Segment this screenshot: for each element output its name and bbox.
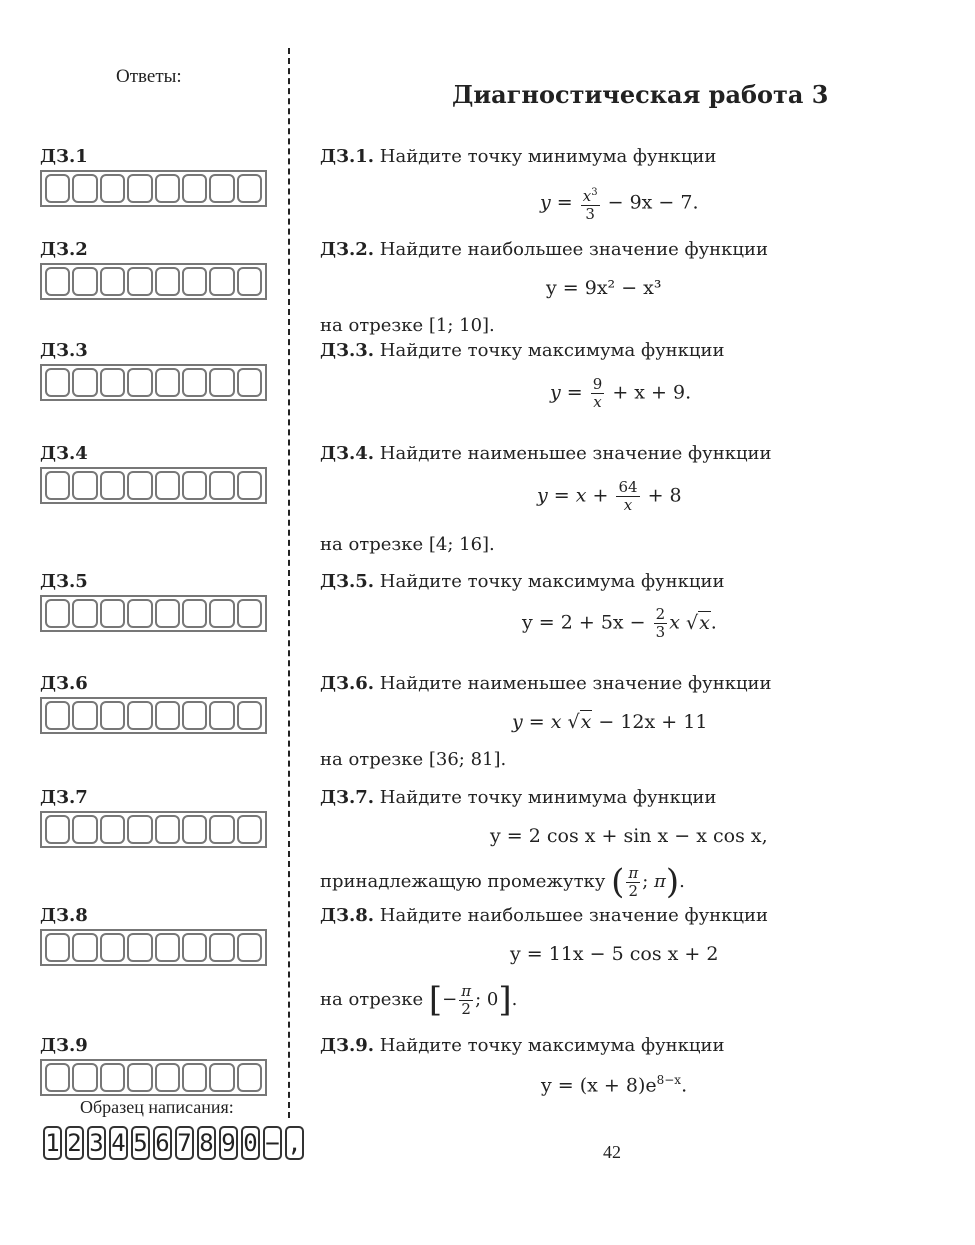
formula: y = x + $\frac{64}{x}$ + 8 xyxy=(537,478,682,514)
answer-label: ДЗ.9 xyxy=(40,1035,88,1056)
formula: y = x √x − 12x + 11 xyxy=(512,711,708,733)
answer-label: ДЗ.3 xyxy=(40,340,88,361)
answer-boxes[interactable] xyxy=(40,697,267,734)
answer-label: ДЗ.5 xyxy=(40,571,88,592)
sample-char: 4 xyxy=(109,1126,128,1160)
formula: y = 2 + 5x − $\frac{2}{3}$ x √x. xyxy=(522,605,717,641)
sample-char: 5 xyxy=(131,1126,150,1160)
sample-char: 0 xyxy=(241,1126,260,1160)
task-statement: ДЗ.6. Найдите наименьшее значение функции xyxy=(320,673,772,694)
formula: y = 11x − 5 cos x + 2 xyxy=(510,943,719,965)
task-statement: ДЗ.7. Найдите точку минимума функции xyxy=(320,787,717,808)
interval-text: на отрезке [1; 10]. xyxy=(320,315,495,336)
formula: $y = (x + 8)e^{8-x}$. xyxy=(541,1073,688,1097)
answer-boxes[interactable] xyxy=(40,170,267,207)
task-statement: ДЗ.3. Найдите точку максимума функции xyxy=(320,340,725,361)
answer-boxes[interactable] xyxy=(40,364,267,401)
answer-boxes[interactable] xyxy=(40,929,267,966)
sample-char: 7 xyxy=(175,1126,194,1160)
interval-text: на отрезке [− $\frac{\pi}{2}$ ; 0]. xyxy=(320,980,518,1020)
task-statement: ДЗ.2. Найдите наибольшее значение функции xyxy=(320,239,768,260)
task-statement: ДЗ.5. Найдите точку максимума функции xyxy=(320,571,725,592)
answers-title: Ответы: xyxy=(116,66,182,87)
formula: y = 2 cos x + sin x − x cos x, xyxy=(490,825,768,847)
answer-boxes[interactable] xyxy=(40,595,267,632)
interval-text: принадлежащую промежутку ( $\frac{\pi}{2}$ ; π). xyxy=(320,862,685,902)
sample-char: 1 xyxy=(43,1126,62,1160)
answer-label: ДЗ.6 xyxy=(40,673,88,694)
answer-boxes[interactable] xyxy=(40,811,267,848)
interval-text: на отрезке [4; 16]. xyxy=(320,534,495,555)
answer-boxes[interactable] xyxy=(40,1059,267,1096)
page-number: 42 xyxy=(603,1142,621,1162)
column-divider xyxy=(288,48,290,1118)
answer-label: ДЗ.1 xyxy=(40,146,88,167)
sample-char: − xyxy=(263,1126,282,1160)
sample-char: 2 xyxy=(65,1126,84,1160)
task-statement: ДЗ.1. Найдите точку минимума функции xyxy=(320,146,717,167)
answer-label: ДЗ.2 xyxy=(40,239,88,260)
sample-label: Образец написания: xyxy=(80,1097,234,1117)
sample-char: 9 xyxy=(219,1126,238,1160)
sample-char: 3 xyxy=(87,1126,106,1160)
sample-digits xyxy=(43,1126,304,1160)
answer-label: ДЗ.8 xyxy=(40,905,88,926)
answer-label: ДЗ.7 xyxy=(40,787,88,808)
answer-label: ДЗ.4 xyxy=(40,443,88,464)
task-statement: ДЗ.4. Найдите наименьшее значение функции xyxy=(320,443,772,464)
sample-char: 6 xyxy=(153,1126,172,1160)
task-statement: ДЗ.8. Найдите наибольшее значение функции xyxy=(320,905,768,926)
formula: y = $\frac{x^3}{3}$ − 9x − 7. xyxy=(540,184,699,223)
formula: y = 9x² − x³ xyxy=(546,277,662,299)
answer-boxes[interactable] xyxy=(40,467,267,504)
interval-text: на отрезке [36; 81]. xyxy=(320,749,507,770)
sample-char: 8 xyxy=(197,1126,216,1160)
sample-char: , xyxy=(285,1126,304,1160)
answer-boxes[interactable] xyxy=(40,263,267,300)
page-title: Диагностическая работа 3 xyxy=(452,80,829,109)
formula: y = $\frac{9}{x}$ + x + 9. xyxy=(550,375,692,411)
task-statement: ДЗ.9. Найдите точку максимума функции xyxy=(320,1035,725,1056)
